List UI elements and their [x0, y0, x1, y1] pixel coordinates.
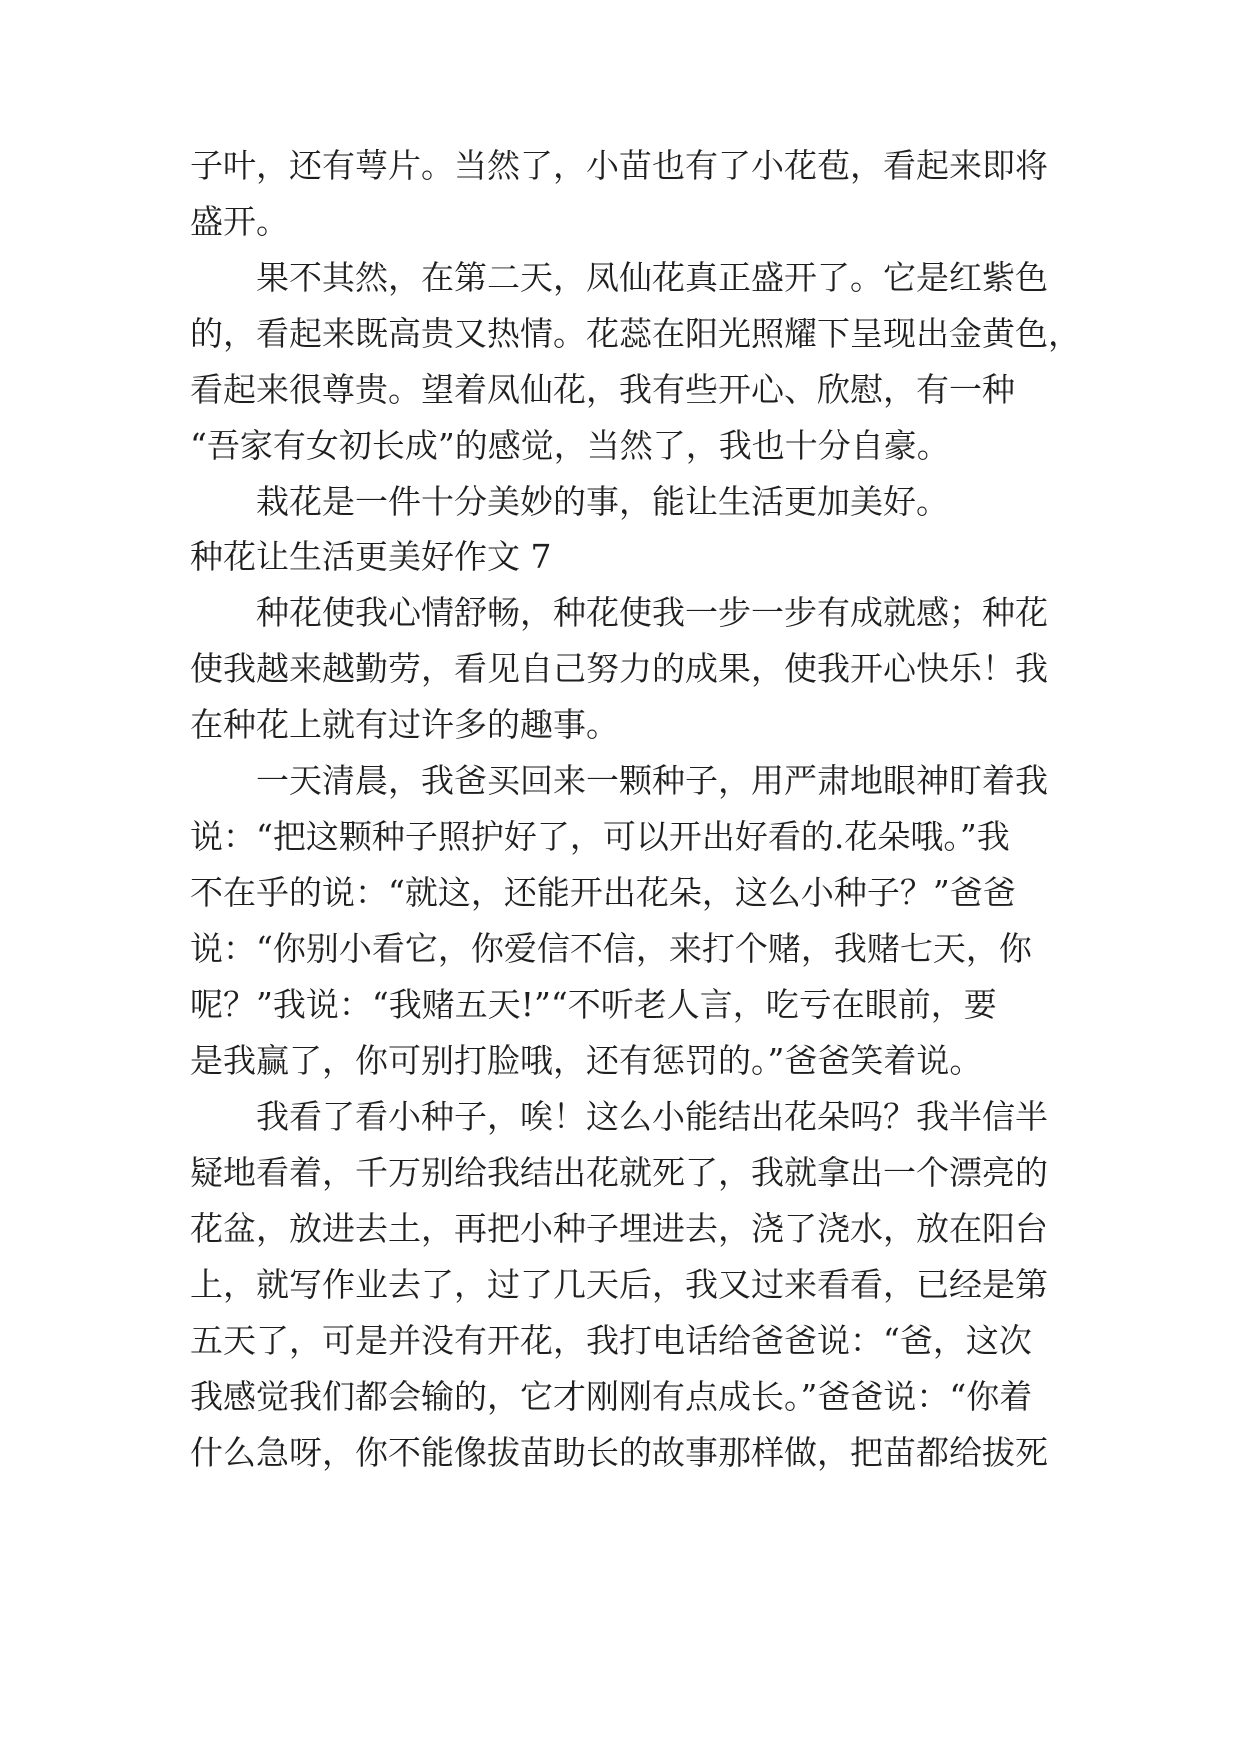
text-line: 的，看起来既高贵又热情。花蕊在阳光照耀下呈现出金黄色，	[190, 314, 1081, 353]
text-line: 说：“你别小看它，你爱信不信，来打个赌，我赌七天，你	[190, 929, 1032, 968]
text-line: 使我越来越勤劳，看见自己努力的成果，使我开心快乐！我	[190, 649, 1048, 688]
text-line: 栽花是一件十分美妙的事，能让生活更加美好。	[190, 482, 949, 521]
text-line: 我感觉我们都会输的，它才刚刚有点成长。”爸爸说：“你着	[190, 1377, 1033, 1416]
text-line: 上，就写作业去了，过了几天后，我又过来看看，已经是第	[190, 1265, 1048, 1304]
text-line: 在种花上就有过许多的趣事。	[190, 705, 619, 744]
text-line: 花盆，放进去土，再把小种子埋进去，浇了浇水，放在阳台	[190, 1209, 1048, 1248]
text-line: 说：“把这颗种子照护好了，可以开出好看的.花朵哦。”我	[190, 817, 1010, 856]
text-line: 呢？”我说：“我赌五天!”“不听老人言，吃亏在眼前，要	[190, 985, 997, 1024]
text-line: 一天清晨，我爸买回来一颗种子，用严肃地眼神盯着我	[190, 761, 1048, 800]
text-line: 盛开。	[190, 202, 289, 241]
text-line: 什么急呀，你不能像拔苗助长的故事那样做，把苗都给拔死	[190, 1433, 1048, 1472]
text-line: 看起来很尊贵。望着凤仙花，我有些开心、欣慰，有一种	[190, 370, 1015, 409]
text-line: 子叶，还有萼片。当然了，小苗也有了小花苞，看起来即将	[190, 146, 1048, 185]
text-line: 五天了，可是并没有开花，我打电话给爸爸说：“爸，这次	[190, 1321, 1032, 1360]
text-line: 疑地看着，千万别给我结出花就死了，我就拿出一个漂亮的	[190, 1153, 1048, 1192]
text-line: 我看了看小种子，唉！这么小能结出花朵吗？我半信半	[190, 1097, 1048, 1136]
text-line: 是我赢了，你可别打脸哦，还有惩罚的。”爸爸笑着说。	[190, 1041, 983, 1080]
text-line: “吾家有女初长成”的感觉，当然了，我也十分自豪。	[190, 426, 950, 465]
text-line: 不在乎的说：“就这，还能开出花朵，这么小种子？”爸爸	[190, 873, 1016, 912]
text-line: 果不其然，在第二天，凤仙花真正盛开了。它是红紫色	[190, 258, 1048, 297]
text-line: 种花使我心情舒畅，种花使我一步一步有成就感；种花	[190, 593, 1048, 632]
section-heading: 种花让生活更美好作文 7	[190, 537, 552, 576]
